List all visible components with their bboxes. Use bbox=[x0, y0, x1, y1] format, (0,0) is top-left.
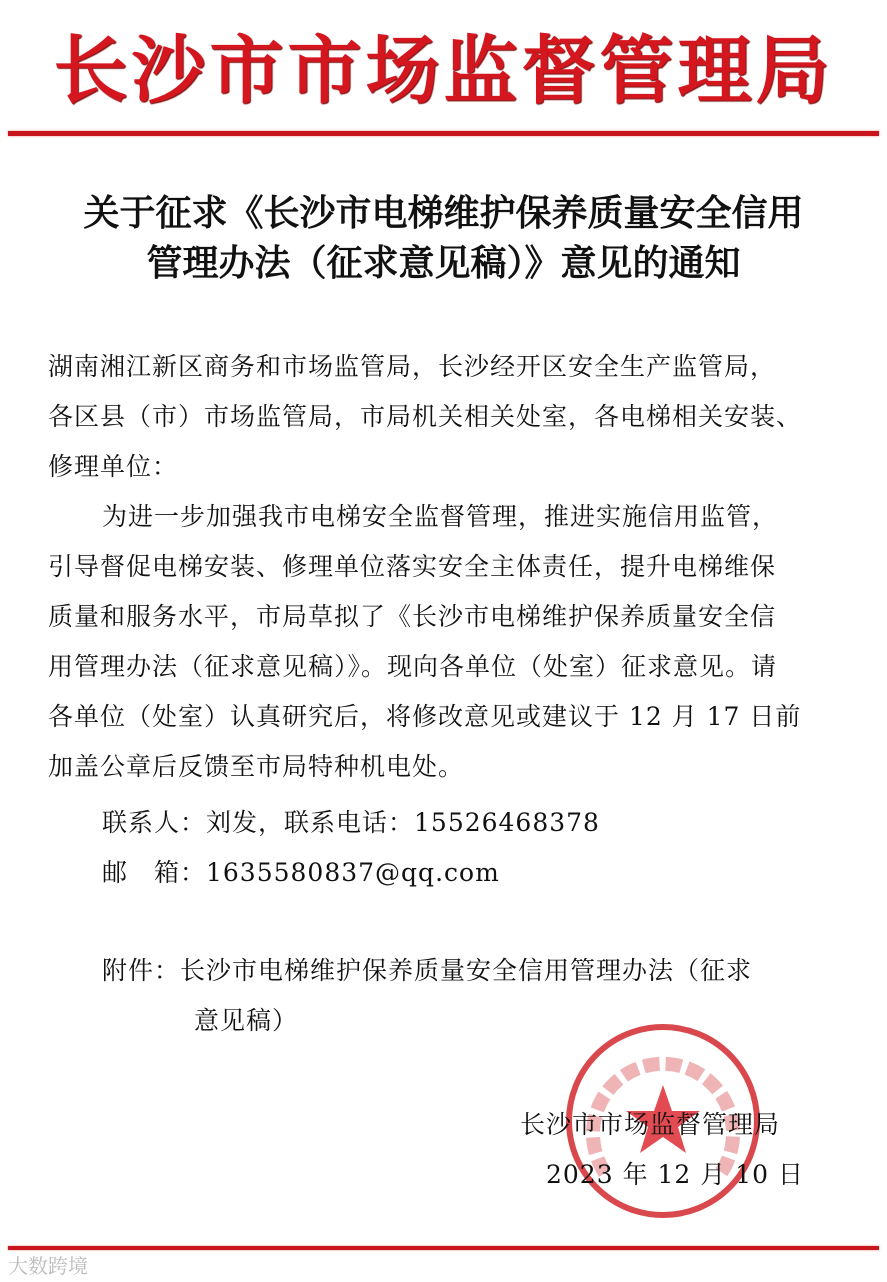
attachment-line: 附件：长沙市电梯维护保养质量安全信用管理办法（征求 bbox=[102, 956, 753, 985]
addressee-line: 修理单位： bbox=[48, 452, 179, 481]
body-line: 加盖公章后反馈至市局特种机电处。 bbox=[48, 752, 465, 781]
footer-divider bbox=[8, 1246, 879, 1250]
contact-person: 联系人：刘发，联系电话：15526468378 bbox=[102, 808, 600, 837]
addressee-line: 湖南湘江新区商务和市场监管局，长沙经开区安全生产监管局， bbox=[48, 352, 777, 381]
contact-email: 邮 箱：1635580837@qq.com bbox=[102, 858, 500, 887]
letterhead-agency-name: 长沙市市场监督管理局 bbox=[53, 28, 834, 114]
body-line: 各单位（处室）认真研究后，将修改意见或建议于 12 月 17 日前 bbox=[48, 702, 802, 731]
addressee-line: 各区县（市）市场监管局，市局机关相关处室，各电梯相关安装、 bbox=[48, 402, 803, 431]
body-line: 用管理办法（征求意见稿）》。现向各单位（处室）征求意见。请 bbox=[48, 652, 778, 681]
watermark: 大数跨境 bbox=[8, 1254, 88, 1278]
title-line: 关于征求《长沙市电梯维护保养质量安全信用 bbox=[83, 192, 804, 234]
body-line: 质量和服务水平，市局草拟了《长沙市电梯维护保养质量安全信 bbox=[48, 602, 777, 631]
body-line: 引导督促电梯安装、修理单位落实安全主体责任，提升电梯维保 bbox=[48, 552, 777, 581]
document-title bbox=[0, 188, 887, 288]
body-line: 为进一步加强我市电梯安全监督管理，推进实施信用监管， bbox=[102, 502, 779, 531]
header-divider bbox=[8, 131, 879, 136]
signature-agency: 长沙市市场监督管理局 bbox=[520, 1110, 781, 1139]
attachment-line: 意见稿） bbox=[194, 1006, 299, 1035]
signature-date: 2023 年 12 月 10 日 bbox=[546, 1160, 804, 1189]
title-line: 管理办法（征求意见稿）》意见的通知 bbox=[146, 242, 741, 284]
